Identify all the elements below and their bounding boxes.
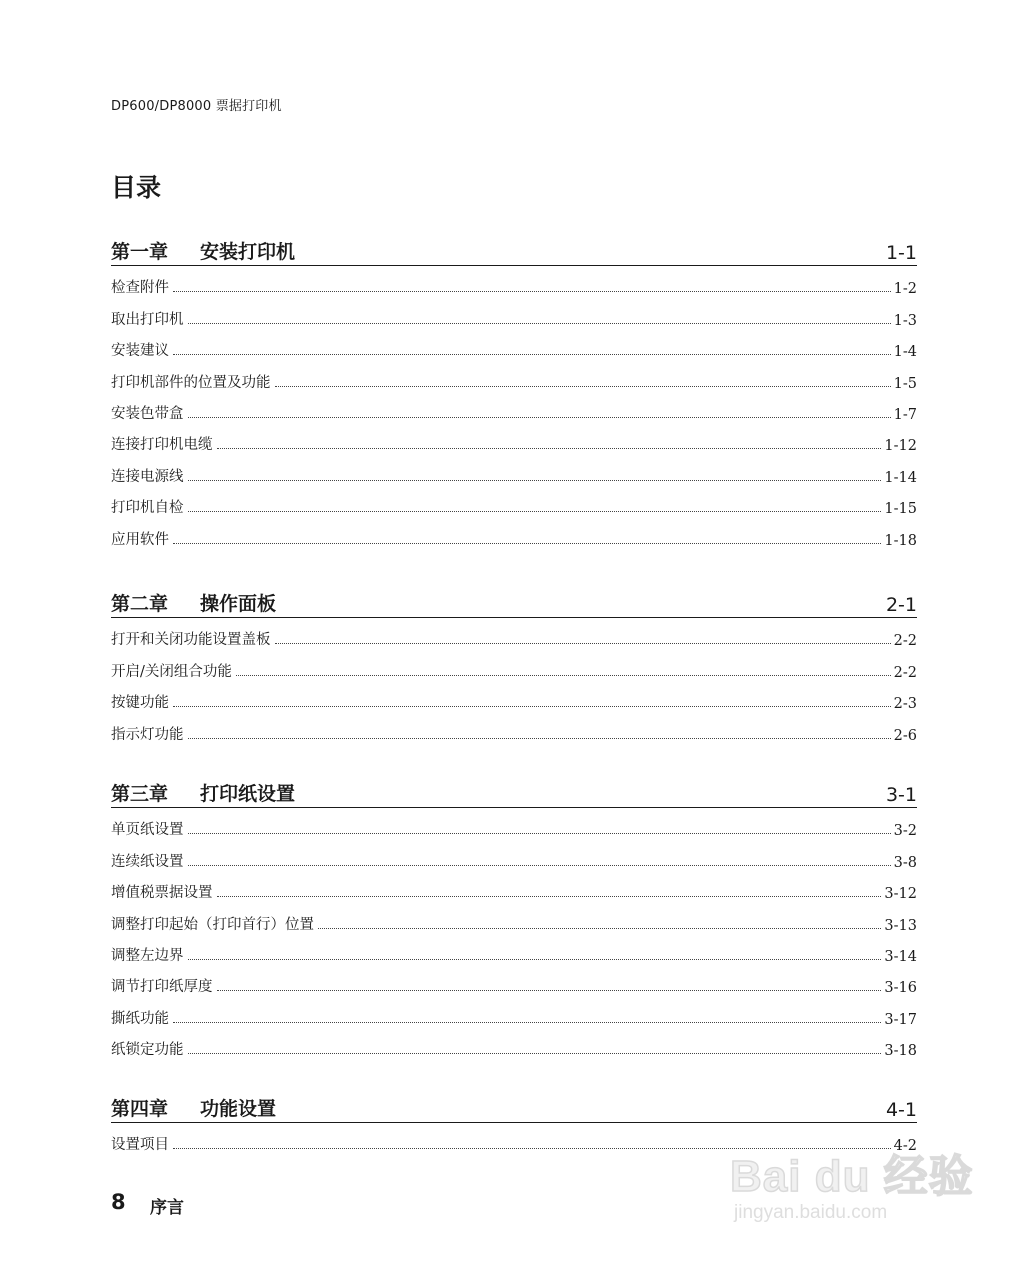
chapter-3-section xyxy=(111,772,917,1059)
chapter-heading[interactable] xyxy=(111,1087,917,1123)
watermark-brand: Bai du 经验 xyxy=(730,1152,974,1201)
dot-leader xyxy=(173,706,891,707)
entry-label: 打印机自检 xyxy=(111,500,184,517)
entry-page: 3-18 xyxy=(884,1043,917,1060)
entry-label: 检查附件 xyxy=(111,280,169,297)
toc-entry[interactable] xyxy=(111,486,917,517)
toc-entry[interactable] xyxy=(111,649,917,680)
footer-section: 序言 xyxy=(150,1198,184,1218)
entry-page: 2-2 xyxy=(893,664,917,681)
chapter-number: 第四章 xyxy=(111,1098,169,1120)
dot-leader xyxy=(217,448,882,449)
chapter-title: 操作面板 xyxy=(200,593,277,615)
dot-leader xyxy=(188,865,891,866)
dot-leader xyxy=(217,990,882,991)
dot-leader xyxy=(275,386,891,387)
dot-leader xyxy=(188,417,891,418)
entry-page: 1-15 xyxy=(884,501,917,518)
entry-label: 开启/关闭组合功能 xyxy=(111,663,232,680)
entry-page: 3-12 xyxy=(884,886,917,903)
chapter-heading[interactable] xyxy=(111,230,917,266)
chapter-1-section xyxy=(111,230,917,549)
chapter-number: 第一章 xyxy=(111,241,169,263)
toc-entry[interactable] xyxy=(111,423,917,454)
toc-title: 目录 xyxy=(111,173,162,202)
dot-leader xyxy=(188,1053,882,1054)
chapter-title: 功能设置 xyxy=(200,1098,277,1120)
entry-page: 2-3 xyxy=(893,696,917,713)
toc-entry[interactable] xyxy=(111,1028,917,1059)
entry-label: 打印机部件的位置及功能 xyxy=(111,374,271,391)
toc-entry[interactable] xyxy=(111,839,917,870)
toc-entry[interactable] xyxy=(111,871,917,902)
page-number: 8 xyxy=(111,1190,126,1214)
dot-leader xyxy=(318,928,881,929)
toc-entry[interactable] xyxy=(111,808,917,839)
entry-label: 取出打印机 xyxy=(111,311,184,328)
toc-entry[interactable] xyxy=(111,681,917,712)
entry-label: 纸锁定功能 xyxy=(111,1042,184,1059)
dot-leader xyxy=(173,291,891,292)
entry-label: 打开和关闭功能设置盖板 xyxy=(111,632,271,649)
entry-label: 连续纸设置 xyxy=(111,853,184,870)
entry-page: 2-6 xyxy=(893,727,917,744)
entry-page: 1-7 xyxy=(893,406,917,423)
entry-label: 增值税票据设置 xyxy=(111,885,213,902)
running-header: DP600/DP8000 票据打印机 xyxy=(111,99,282,114)
entry-label: 设置项目 xyxy=(111,1137,169,1154)
entry-page: 3-16 xyxy=(884,980,917,997)
chapter-2-section xyxy=(111,582,917,744)
dot-leader xyxy=(188,833,891,834)
dot-leader xyxy=(275,643,891,644)
entry-label: 调整打印起始（打印首行）位置 xyxy=(111,916,314,933)
entry-page: 4-2 xyxy=(893,1138,917,1155)
entry-label: 调节打印纸厚度 xyxy=(111,979,213,996)
entry-page: 1-3 xyxy=(893,312,917,329)
dot-leader xyxy=(173,354,891,355)
toc-entry[interactable] xyxy=(111,360,917,391)
entry-page: 1-2 xyxy=(893,281,917,298)
chapter-page: 1-1 xyxy=(885,242,917,264)
watermark-url: jingyan.baidu.com xyxy=(734,1202,888,1223)
entry-page: 3-14 xyxy=(884,948,917,965)
chapter-title: 安装打印机 xyxy=(200,241,296,263)
entry-label: 撕纸功能 xyxy=(111,1010,169,1027)
chapter-heading[interactable] xyxy=(111,582,917,618)
toc-entry[interactable] xyxy=(111,965,917,996)
entry-page: 1-5 xyxy=(893,375,917,392)
entry-label: 按键功能 xyxy=(111,695,169,712)
entry-label: 指示灯功能 xyxy=(111,726,184,743)
chapter-title: 打印纸设置 xyxy=(200,783,296,805)
entry-page: 2-2 xyxy=(893,633,917,650)
toc-entry[interactable] xyxy=(111,902,917,933)
dot-leader xyxy=(188,738,891,739)
entry-page: 3-17 xyxy=(884,1011,917,1028)
dot-leader xyxy=(188,323,891,324)
entry-page: 1-4 xyxy=(893,344,917,361)
chapter-page: 4-1 xyxy=(885,1099,917,1121)
dot-leader xyxy=(173,1022,881,1023)
entry-label: 连接打印机电缆 xyxy=(111,437,213,454)
entry-label: 调整左边界 xyxy=(111,947,184,964)
entry-page: 1-18 xyxy=(884,532,917,549)
entry-label: 连接电源线 xyxy=(111,468,184,485)
toc-entry[interactable] xyxy=(111,517,917,548)
entry-label: 安装建议 xyxy=(111,343,169,360)
toc-entry[interactable] xyxy=(111,266,917,297)
dot-leader xyxy=(217,896,882,897)
toc-entry[interactable] xyxy=(111,996,917,1027)
dot-leader xyxy=(173,543,881,544)
entry-page: 3-2 xyxy=(893,823,917,840)
dot-leader xyxy=(236,675,891,676)
toc-entry[interactable] xyxy=(111,934,917,965)
entry-page: 1-14 xyxy=(884,469,917,486)
entry-page: 1-12 xyxy=(884,438,917,455)
entry-label: 安装色带盒 xyxy=(111,405,184,422)
toc-entry[interactable] xyxy=(111,329,917,360)
toc-entry[interactable] xyxy=(111,454,917,485)
dot-leader xyxy=(188,480,882,481)
entry-page: 3-8 xyxy=(893,854,917,871)
toc-entry[interactable] xyxy=(111,712,917,743)
baidu-watermark xyxy=(730,1140,980,1240)
dot-leader xyxy=(188,959,882,960)
chapter-page: 2-1 xyxy=(885,594,917,616)
chapter-heading[interactable] xyxy=(111,772,917,808)
entry-label: 单页纸设置 xyxy=(111,822,184,839)
toc-entry[interactable] xyxy=(111,297,917,328)
toc-entry[interactable] xyxy=(111,618,917,649)
chapter-number: 第二章 xyxy=(111,593,169,615)
chapter-page: 3-1 xyxy=(885,784,917,806)
dot-leader xyxy=(188,511,882,512)
toc-entry[interactable] xyxy=(111,392,917,423)
chapter-number: 第三章 xyxy=(111,783,169,805)
entry-label: 应用软件 xyxy=(111,531,169,548)
entry-page: 3-13 xyxy=(884,917,917,934)
